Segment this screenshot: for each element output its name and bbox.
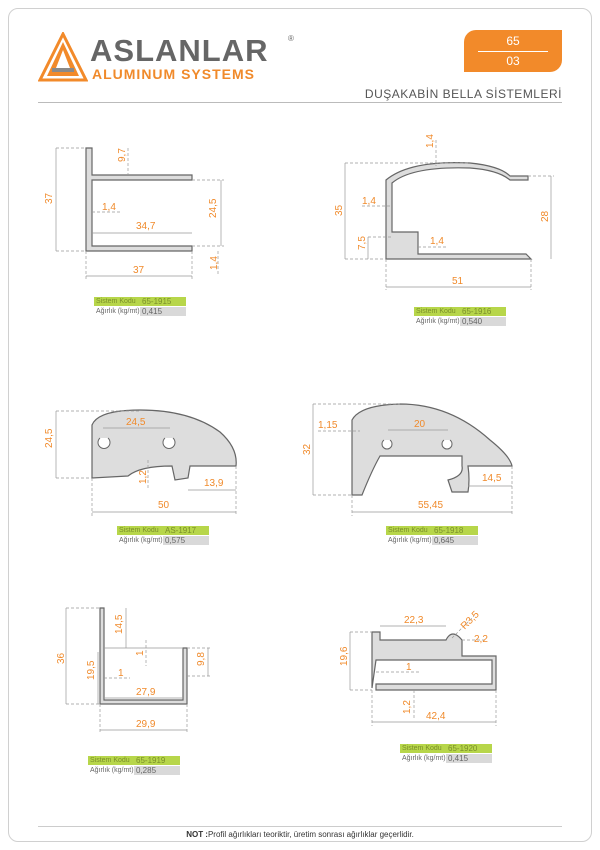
- profile-drawing-65-1916: [334, 134, 554, 290]
- dim-label: 1,4: [425, 134, 436, 148]
- dim-label: 50: [158, 500, 170, 511]
- dim-label: 37: [133, 265, 145, 276]
- weight-label: Ağırlık (kg/mt): [416, 318, 460, 325]
- dim-label: 24,5: [44, 428, 55, 448]
- profile-drawing-AS-1917: [44, 410, 236, 516]
- system-code-label: Sistem Kodu: [400, 744, 446, 753]
- profile-drawing-65-1920: [339, 609, 496, 726]
- dim-label: 1,4: [430, 236, 444, 247]
- dim-label: 20: [414, 419, 426, 430]
- dim-label: 29,9: [136, 719, 156, 730]
- dim-label: 42,4: [426, 711, 446, 722]
- weight-label: Ağırlık (kg/mt): [119, 537, 163, 544]
- system-code-value: 65-1916: [460, 307, 506, 316]
- dim-label: 28: [540, 210, 551, 222]
- brand-name: ASLANLAR: [90, 33, 269, 68]
- dim-label: 9,8: [196, 652, 207, 666]
- system-code-label: Sistem Kodu: [117, 526, 163, 535]
- dim-label: 1,2: [138, 470, 149, 484]
- weight-value: 0,415: [140, 307, 186, 316]
- weight-value: 0,540: [460, 317, 506, 326]
- profile-drawing-65-1918: [302, 404, 512, 516]
- dim-label: 13,9: [204, 478, 224, 489]
- registered-mark: ®: [288, 34, 294, 43]
- dim-label: 24,5: [208, 198, 219, 218]
- weight-value: 0,415: [446, 754, 492, 763]
- dim-label: 2,2: [474, 634, 488, 645]
- brand-subtitle: ALUMINUM SYSTEMS: [92, 66, 255, 82]
- dim-label: 1,4: [102, 202, 116, 213]
- system-code-value: 65-1918: [432, 526, 478, 535]
- profile-drawing-65-1915: [44, 148, 224, 280]
- dim-label: 34,7: [136, 221, 156, 232]
- dim-label: 32: [302, 443, 313, 455]
- dim-label: 1: [118, 668, 124, 679]
- dim-label: 1,4: [209, 256, 220, 270]
- system-code-label: Sistem Kodu: [386, 526, 432, 535]
- dim-label: R3,5: [458, 609, 482, 633]
- footer-note: [0, 830, 600, 839]
- footer-note-label: NOT :: [186, 830, 208, 839]
- dim-label: 7,5: [357, 236, 368, 250]
- weight-label: Ağırlık (kg/mt): [402, 755, 446, 762]
- dim-label: 37: [44, 192, 55, 204]
- weight-label: Ağırlık (kg/mt): [388, 537, 432, 544]
- footer-note-text: Profil ağırlıkları teoriktir, üretim sonrası ağırlıklar geçerlidir.: [207, 830, 414, 839]
- profile-shape-65-1916: [386, 163, 531, 259]
- dim-label: 22,3: [404, 615, 424, 626]
- weight-value: 0,645: [432, 536, 478, 545]
- dim-label: 27,9: [136, 687, 156, 698]
- weight-label: Ağırlık (kg/mt): [90, 767, 134, 774]
- dim-label: 14,5: [482, 473, 502, 484]
- dim-label: 51: [452, 276, 464, 287]
- dim-label: 35: [334, 204, 345, 216]
- system-code-label: Sistem Kodu: [94, 297, 140, 306]
- dim-label: 1,15: [318, 420, 338, 431]
- dim-label: 36: [56, 652, 67, 664]
- dim-label: 1: [406, 662, 412, 673]
- document-title: DUŞAKABİN BELLA SİSTEMLERİ: [364, 87, 562, 101]
- page-number: 03: [506, 54, 520, 68]
- weight-value: 0,285: [134, 766, 180, 775]
- series-number: 65: [506, 34, 520, 48]
- dim-label: 55,45: [418, 500, 444, 511]
- dim-label: 14,5: [114, 614, 125, 634]
- dim-label: 1: [135, 650, 146, 656]
- weight-value: 0,575: [163, 536, 209, 545]
- footer-divider: [38, 826, 562, 827]
- dim-label: 19,5: [86, 660, 97, 680]
- profile-shape-65-1915: [86, 148, 192, 251]
- system-code-value: 65-1920: [446, 744, 492, 753]
- system-code-label: Sistem Kodu: [88, 756, 134, 765]
- system-code-label: Sistem Kodu: [414, 307, 460, 316]
- dim-label: 9,7: [117, 148, 128, 162]
- system-code-value: AS-1917: [163, 526, 209, 535]
- weight-label: Ağırlık (kg/mt): [96, 308, 140, 315]
- dim-label: 1,4: [362, 196, 376, 207]
- dim-label: 19,6: [339, 646, 350, 666]
- dim-label: 24,5: [126, 417, 146, 428]
- system-code-value: 65-1919: [134, 756, 180, 765]
- system-code-value: 65-1915: [140, 297, 186, 306]
- dim-label: 1,2: [402, 700, 413, 714]
- profile-drawing-65-1919: [56, 608, 212, 734]
